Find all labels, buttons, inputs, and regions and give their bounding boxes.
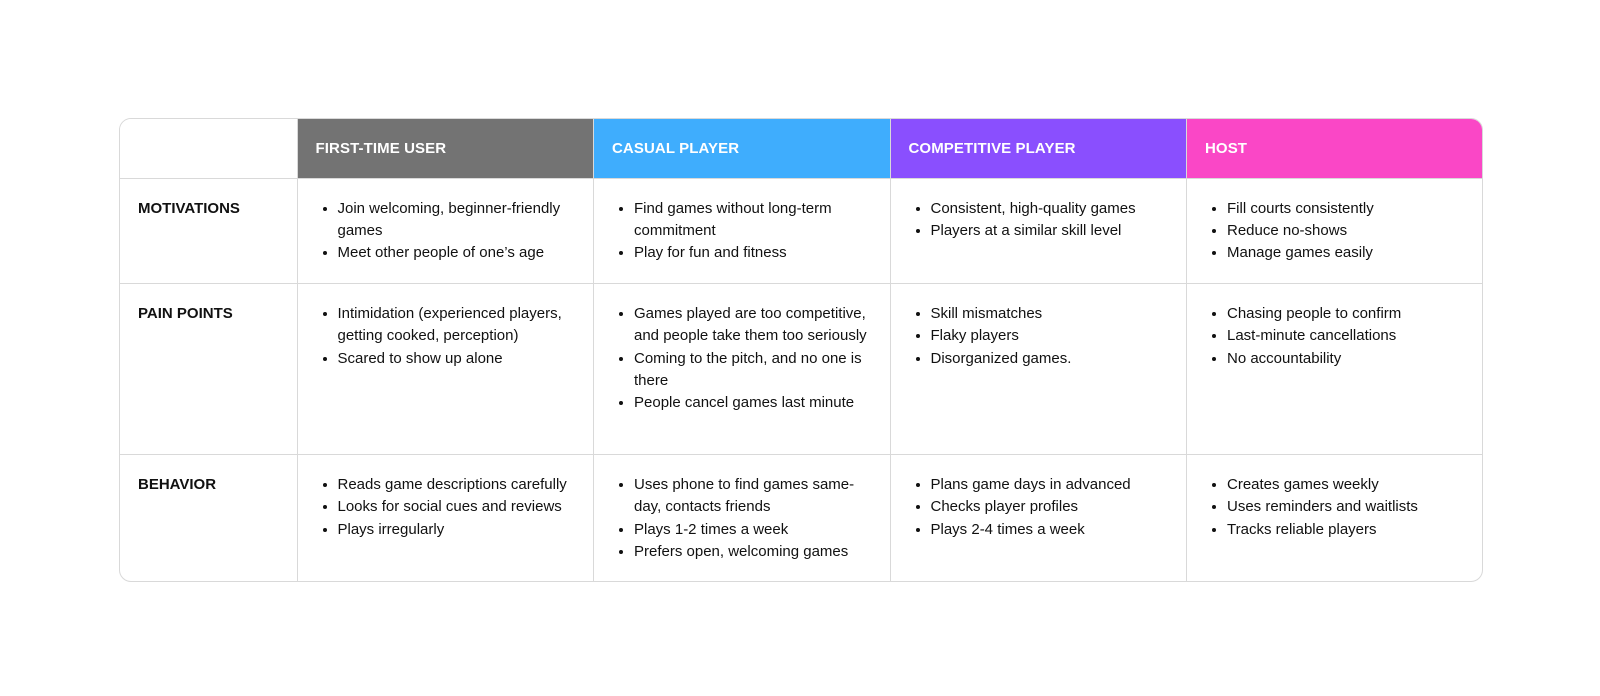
list-item: • Play for fun and fitness	[634, 242, 872, 264]
row-label-motivations: MOTIVATIONS	[120, 178, 297, 283]
list-item: • Flaky players	[931, 325, 1169, 347]
cell-pain-points-casual-player	[594, 283, 891, 454]
cell-motivations-first-time-user	[297, 178, 594, 283]
bullet-list	[612, 198, 872, 265]
cell-motivations-competitive-player	[890, 178, 1187, 283]
list-item: • People cancel games last minute	[634, 392, 872, 414]
header-corner-cell	[120, 119, 297, 178]
list-item: • Reduce no-shows	[1227, 220, 1465, 242]
table-row-pain-points	[120, 283, 1483, 454]
list-item: • Manage games easily	[1227, 242, 1465, 264]
list-item: • Consistent, high-quality games	[931, 198, 1169, 220]
bullet-list	[612, 303, 872, 415]
list-item: • Meet other people of one’s age	[338, 242, 576, 264]
column-header-first-time-user: FIRST-TIME USER	[297, 119, 594, 178]
column-header-competitive-player: COMPETITIVE PLAYER	[890, 119, 1187, 178]
cell-pain-points-host	[1187, 283, 1484, 454]
cell-behavior-first-time-user	[297, 454, 594, 581]
list-item: • Last-minute cancellations	[1227, 325, 1465, 347]
list-item: • Chasing people to confirm	[1227, 303, 1465, 325]
bullet-list	[316, 198, 576, 265]
list-item: • Creates games weekly	[1227, 474, 1465, 496]
list-item: • No accountability	[1227, 348, 1465, 370]
table-row-motivations	[120, 178, 1483, 283]
row-label-behavior: BEHAVIOR	[120, 454, 297, 581]
table-header-row	[120, 119, 1483, 178]
bullet-list	[612, 474, 872, 564]
column-header-host: HOST	[1187, 119, 1484, 178]
table-row-behavior	[120, 454, 1483, 581]
list-item: • Uses reminders and waitlists	[1227, 496, 1465, 518]
bullet-list	[1205, 474, 1465, 541]
list-item: • Players at a similar skill level	[931, 220, 1169, 242]
list-item: • Join welcoming, beginner-friendly games	[338, 198, 576, 243]
bullet-list	[316, 303, 576, 370]
list-item: • Checks player profiles	[931, 496, 1169, 518]
persona-comparison-table	[119, 118, 1483, 582]
bullet-list	[909, 474, 1169, 541]
column-header-casual-player: CASUAL PLAYER	[594, 119, 891, 178]
cell-behavior-casual-player	[594, 454, 891, 581]
list-item: • Reads game descriptions carefully	[338, 474, 576, 496]
list-item: • Plans game days in advanced	[931, 474, 1169, 496]
cell-motivations-casual-player	[594, 178, 891, 283]
list-item: • Uses phone to find games same-day, contacts friends	[634, 474, 872, 519]
list-item: • Plays irregularly	[338, 519, 576, 541]
bullet-list	[1205, 198, 1465, 265]
bullet-list	[316, 474, 576, 541]
list-item: • Tracks reliable players	[1227, 519, 1465, 541]
bullet-list	[1205, 303, 1465, 370]
list-item: • Skill mismatches	[931, 303, 1169, 325]
list-item: • Games played are too competitive, and people take them too seriously	[634, 303, 872, 348]
cell-behavior-host	[1187, 454, 1484, 581]
list-item: • Fill courts consistently	[1227, 198, 1465, 220]
list-item: • Plays 1-2 times a week	[634, 519, 872, 541]
cell-behavior-competitive-player	[890, 454, 1187, 581]
list-item: • Looks for social cues and reviews	[338, 496, 576, 518]
cell-pain-points-competitive-player	[890, 283, 1187, 454]
row-label-pain-points: PAIN POINTS	[120, 283, 297, 454]
cell-pain-points-first-time-user	[297, 283, 594, 454]
list-item: • Scared to show up alone	[338, 348, 576, 370]
cell-motivations-host	[1187, 178, 1484, 283]
persona-table-grid	[120, 119, 1483, 581]
list-item: • Find games without long-term commitment	[634, 198, 872, 243]
bullet-list	[909, 198, 1169, 243]
list-item: • Intimidation (experienced players, getting cooked, perception)	[338, 303, 576, 348]
list-item: • Prefers open, welcoming games	[634, 541, 872, 563]
list-item: • Plays 2-4 times a week	[931, 519, 1169, 541]
bullet-list	[909, 303, 1169, 370]
list-item: • Coming to the pitch, and no one is there	[634, 348, 872, 393]
list-item: • Disorganized games.	[931, 348, 1169, 370]
